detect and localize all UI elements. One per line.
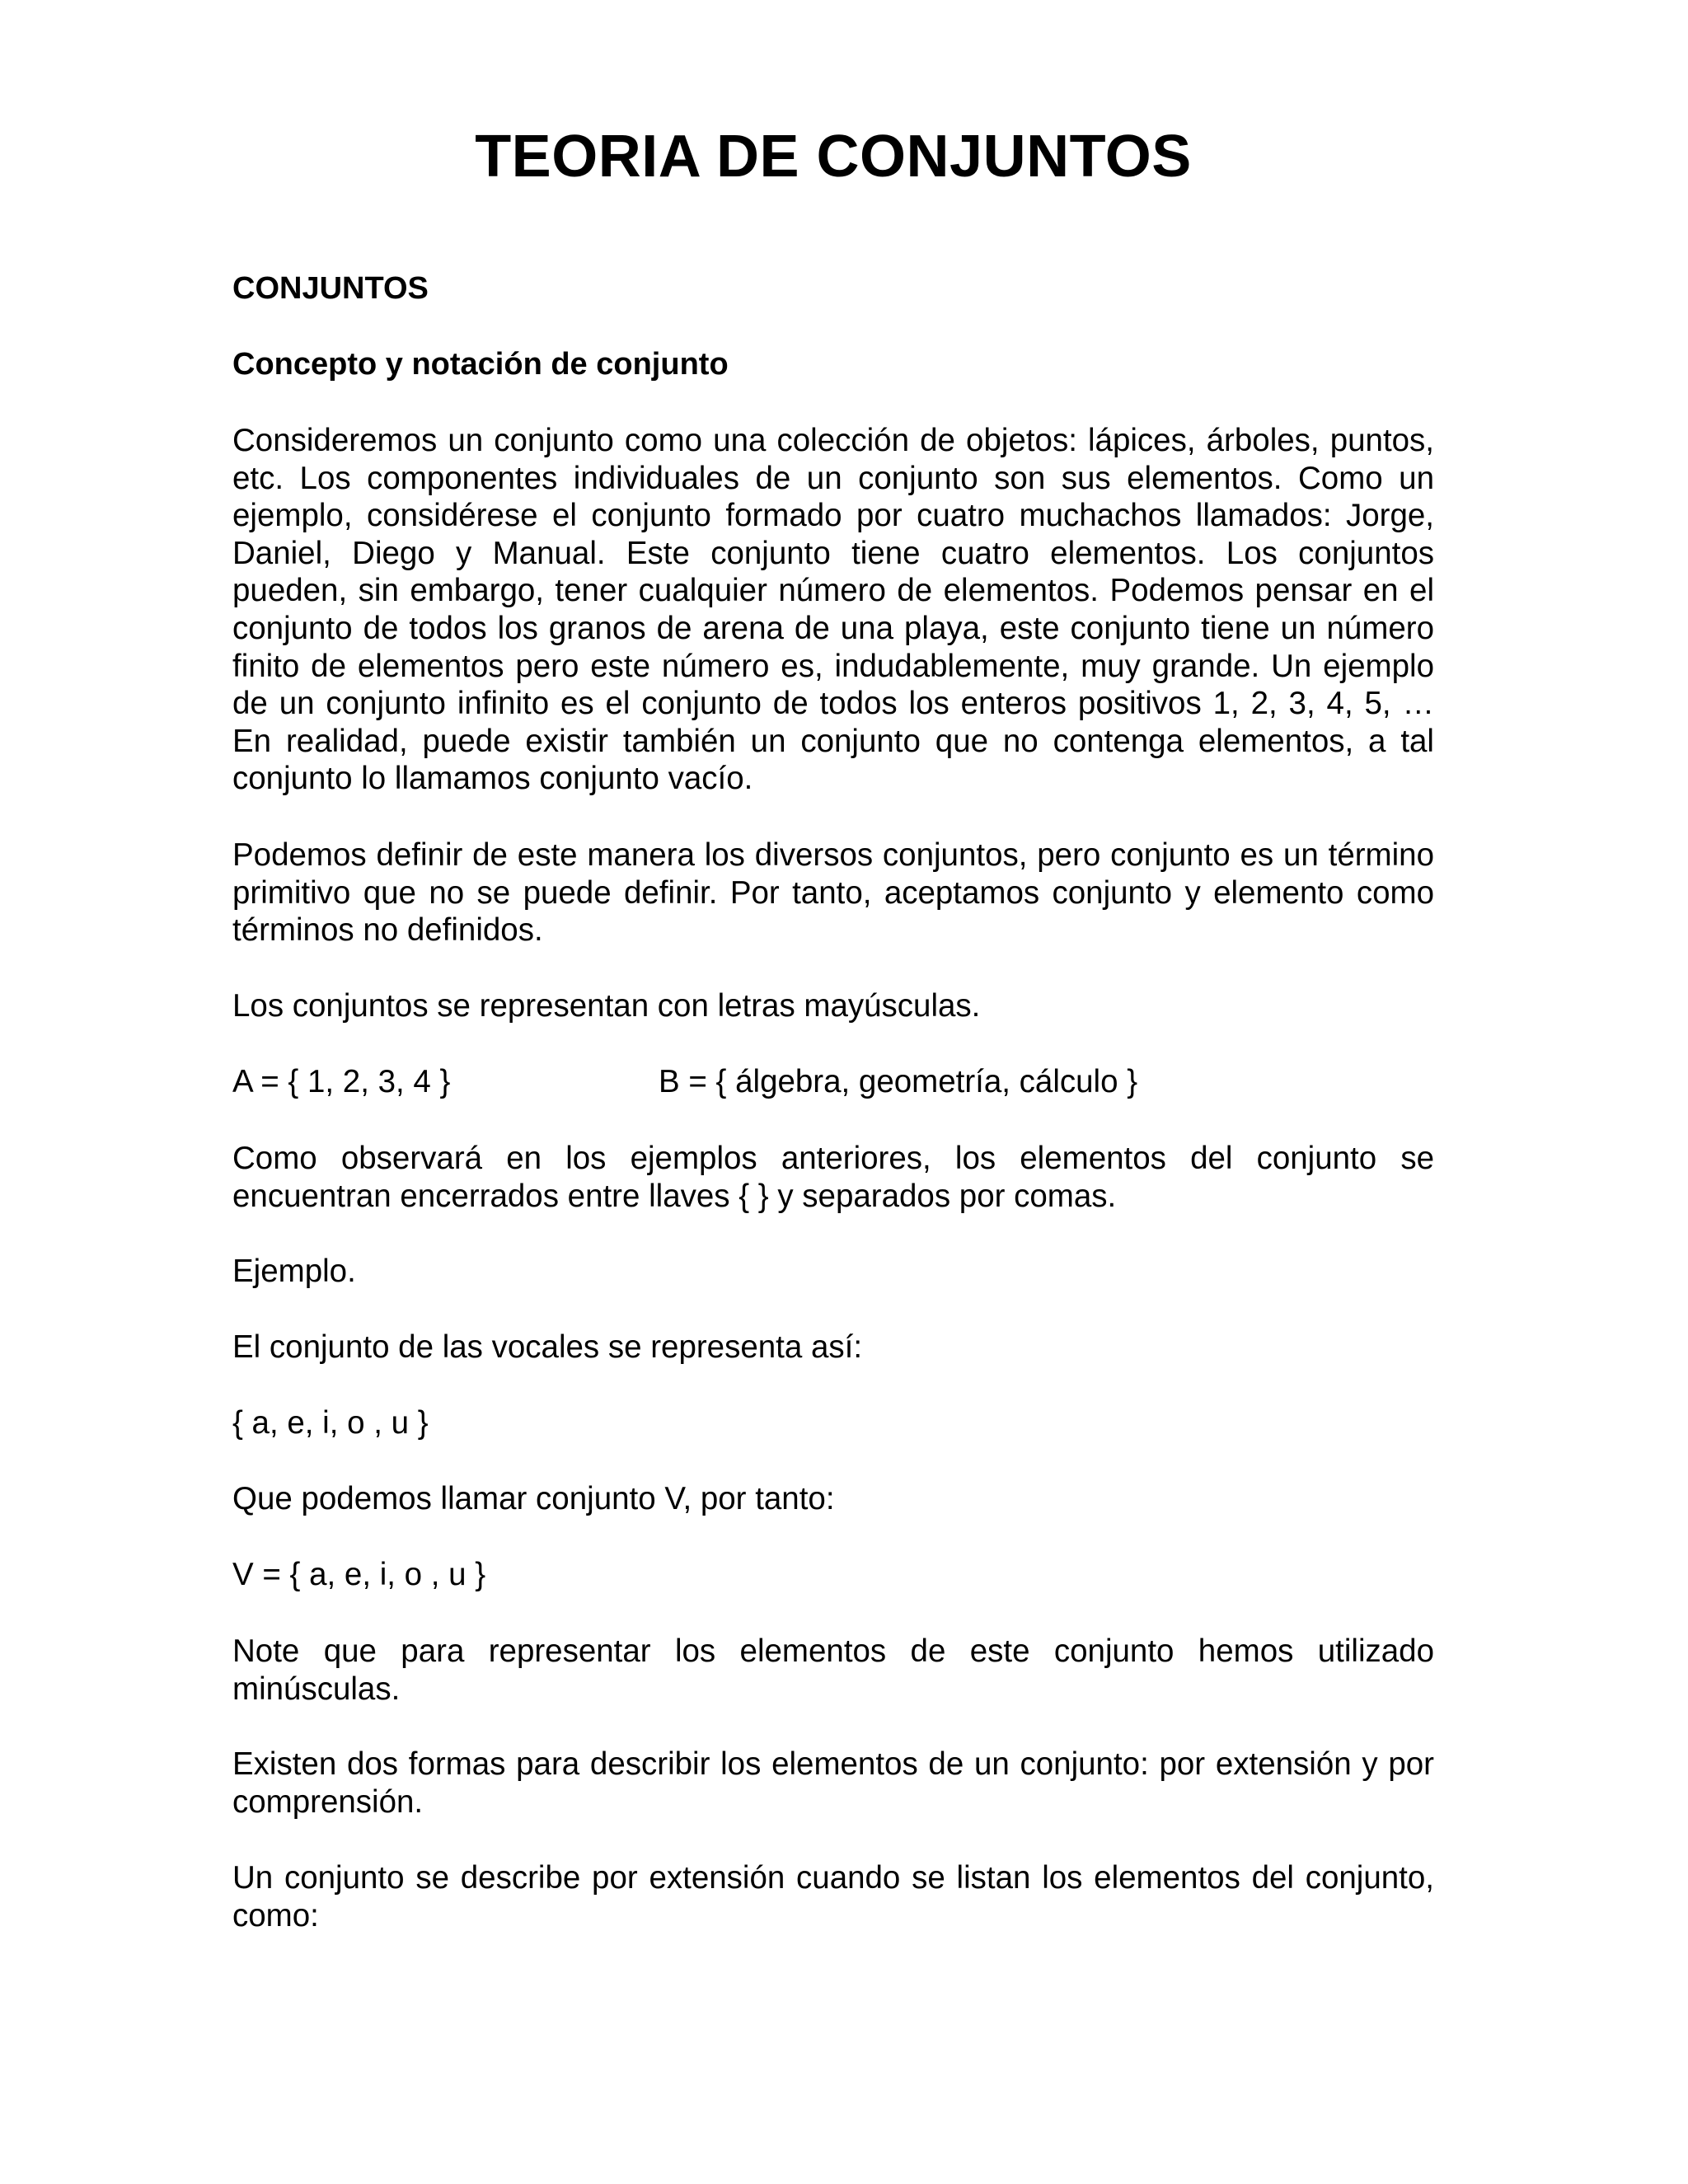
paragraph-primitive-term: Podemos definir de este manera los diversos conjuntos, pero conjunto es un término primitivo que no se puede definir. Por tanto, aceptamos conjunto y elemento como términos no definidos.: [232, 837, 1434, 949]
paragraph-uppercase-letters: Los conjuntos se representan con letras mayúsculas.: [232, 988, 981, 1024]
paragraph-lowercase-note: Note que para representar los elementos de este conjunto hemos utilizado minúsculas.: [232, 1633, 1434, 1707]
vowels-set: { a, e, i, o , u }: [232, 1405, 429, 1441]
set-a-example: A = { 1, 2, 3, 4 }: [232, 1064, 451, 1099]
paragraph-braces-note: Como observará en los ejemplos anteriores, los elementos del conjunto se encuentran encerrados entre llaves { } y separados por comas.: [232, 1141, 1434, 1214]
paragraph-set-v-intro: Que podemos llamar conjunto V, por tanto:: [232, 1481, 835, 1516]
paragraph-vowels-intro: El conjunto de las vocales se representa así:: [232, 1329, 863, 1365]
section-heading: CONJUNTOS: [232, 271, 429, 306]
document-title: TEORIA DE CONJUNTOS: [475, 124, 1192, 190]
paragraph-set-concept: Consideremos un conjunto como una colección de objetos: lápices, árboles, puntos, etc. Los componentes individuales de un conjunto son sus elementos. Como un ejemplo, considérese el conjunto formado por cuatro muchachos llamados: Jorge, Daniel, Diego y Manual. Este conjunto tiene cuatro elementos. Los conjuntos pueden, sin embargo, tener cualquier número de elementos. Podemos pensar en el conjunto de todos los granos de arena de una playa, este conjunto tiene un número finito de elementos pero este número es, indudablemente, muy grande. Un ejemplo de un conjunto infinito es el conjunto de todos los enteros positivos 1, 2, 3, 4, 5, … En realidad, puede existir también un conjunto que no contenga elementos, a tal conjunto lo llamamos conjunto vacío.: [232, 423, 1434, 797]
paragraph-extension: Un conjunto se describe por extensión cuando se listan los elementos del conjunto, como:: [232, 1860, 1434, 1933]
paragraph-two-forms: Existen dos formas para describir los elementos de un conjunto: por extensión y por comprensión.: [232, 1746, 1434, 1820]
set-b-example: B = { álgebra, geometría, cálculo }: [659, 1064, 1138, 1099]
subsection-heading: Concepto y notación de conjunto: [232, 347, 729, 382]
set-v-definition: V = { a, e, i, o , u }: [232, 1557, 486, 1592]
example-label: Ejemplo.: [232, 1254, 356, 1289]
